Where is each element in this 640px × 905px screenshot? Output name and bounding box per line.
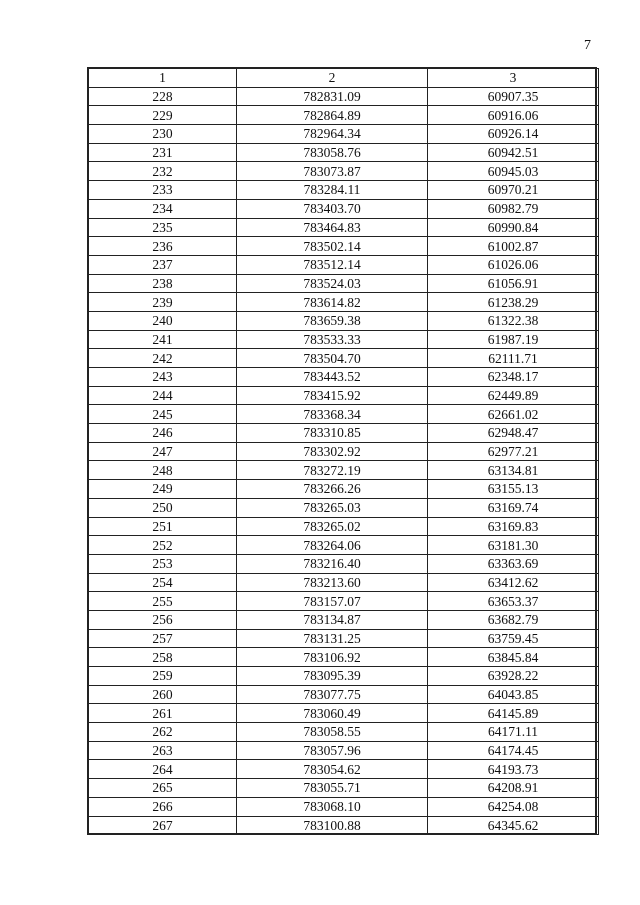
x-coordinate-cell: 783131.25 <box>237 629 428 648</box>
y-coordinate-cell: 62111.71 <box>428 349 599 368</box>
table-row <box>89 424 599 443</box>
point-number-cell: 243 <box>89 368 237 387</box>
table-row <box>89 610 599 629</box>
point-number-cell: 254 <box>89 573 237 592</box>
y-coordinate-cell: 63412.62 <box>428 573 599 592</box>
point-number-cell: 259 <box>89 667 237 686</box>
table-row <box>89 592 599 611</box>
x-coordinate-cell: 783464.83 <box>237 218 428 237</box>
y-coordinate-cell: 61056.91 <box>428 274 599 293</box>
point-number-cell: 239 <box>89 293 237 312</box>
table-row <box>89 349 599 368</box>
point-number-cell: 251 <box>89 517 237 536</box>
table-row <box>89 648 599 667</box>
y-coordinate-cell: 64345.62 <box>428 816 599 835</box>
table-row <box>89 181 599 200</box>
table-row <box>89 330 599 349</box>
table-row <box>89 87 599 106</box>
x-coordinate-cell: 783266.26 <box>237 480 428 499</box>
x-coordinate-cell: 783524.03 <box>237 274 428 293</box>
column-header-2: 2 <box>237 69 428 88</box>
table-row <box>89 405 599 424</box>
x-coordinate-cell: 782864.89 <box>237 106 428 125</box>
table-row <box>89 723 599 742</box>
point-number-cell: 266 <box>89 797 237 816</box>
point-number-cell: 247 <box>89 442 237 461</box>
x-coordinate-cell: 783055.71 <box>237 779 428 798</box>
x-coordinate-cell: 783213.60 <box>237 573 428 592</box>
column-header-1: 1 <box>89 69 237 88</box>
y-coordinate-cell: 62661.02 <box>428 405 599 424</box>
x-coordinate-cell: 783502.14 <box>237 237 428 256</box>
point-number-cell: 261 <box>89 704 237 723</box>
y-coordinate-cell: 60990.84 <box>428 218 599 237</box>
table-row <box>89 685 599 704</box>
x-coordinate-cell: 783077.75 <box>237 685 428 704</box>
table-row <box>89 368 599 387</box>
y-coordinate-cell: 62948.47 <box>428 424 599 443</box>
x-coordinate-cell: 783095.39 <box>237 667 428 686</box>
x-coordinate-cell: 783403.70 <box>237 199 428 218</box>
point-number-cell: 264 <box>89 760 237 779</box>
point-number-cell: 255 <box>89 592 237 611</box>
table-row <box>89 255 599 274</box>
x-coordinate-cell: 783100.88 <box>237 816 428 835</box>
x-coordinate-cell: 783157.07 <box>237 592 428 611</box>
table-row <box>89 797 599 816</box>
table-row <box>89 667 599 686</box>
y-coordinate-cell: 64208.91 <box>428 779 599 798</box>
y-coordinate-cell: 60945.03 <box>428 162 599 181</box>
table-row <box>89 741 599 760</box>
x-coordinate-cell: 782831.09 <box>237 87 428 106</box>
x-coordinate-cell: 783284.11 <box>237 181 428 200</box>
point-number-cell: 233 <box>89 181 237 200</box>
x-coordinate-cell: 783068.10 <box>237 797 428 816</box>
point-number-cell: 242 <box>89 349 237 368</box>
x-coordinate-cell: 783272.19 <box>237 461 428 480</box>
x-coordinate-cell: 783443.52 <box>237 368 428 387</box>
table-row <box>89 536 599 555</box>
table-row <box>89 237 599 256</box>
point-number-cell: 245 <box>89 405 237 424</box>
y-coordinate-cell: 63759.45 <box>428 629 599 648</box>
y-coordinate-cell: 60982.79 <box>428 199 599 218</box>
y-coordinate-cell: 60970.21 <box>428 181 599 200</box>
table-row <box>89 162 599 181</box>
table-row <box>89 218 599 237</box>
table-row <box>89 311 599 330</box>
y-coordinate-cell: 64254.08 <box>428 797 599 816</box>
y-coordinate-cell: 60907.35 <box>428 87 599 106</box>
table-row <box>89 442 599 461</box>
table-row <box>89 554 599 573</box>
y-coordinate-cell: 60942.51 <box>428 143 599 162</box>
point-number-cell: 244 <box>89 386 237 405</box>
point-number-cell: 238 <box>89 274 237 293</box>
y-coordinate-cell: 63682.79 <box>428 610 599 629</box>
page-number: 7 <box>584 38 591 53</box>
table-header-row <box>89 69 599 88</box>
point-number-cell: 263 <box>89 741 237 760</box>
point-number-cell: 240 <box>89 311 237 330</box>
y-coordinate-cell: 62977.21 <box>428 442 599 461</box>
y-coordinate-cell: 63134.81 <box>428 461 599 480</box>
table-row <box>89 293 599 312</box>
y-coordinate-cell: 63181.30 <box>428 536 599 555</box>
x-coordinate-cell: 783265.02 <box>237 517 428 536</box>
table-row <box>89 704 599 723</box>
point-number-cell: 228 <box>89 87 237 106</box>
y-coordinate-cell: 64174.45 <box>428 741 599 760</box>
x-coordinate-cell: 783614.82 <box>237 293 428 312</box>
point-number-cell: 265 <box>89 779 237 798</box>
table-row <box>89 779 599 798</box>
y-coordinate-cell: 63155.13 <box>428 480 599 499</box>
x-coordinate-cell: 783054.62 <box>237 760 428 779</box>
y-coordinate-cell: 63653.37 <box>428 592 599 611</box>
point-number-cell: 250 <box>89 498 237 517</box>
x-coordinate-cell: 783073.87 <box>237 162 428 181</box>
x-coordinate-cell: 783057.96 <box>237 741 428 760</box>
y-coordinate-cell: 61002.87 <box>428 237 599 256</box>
x-coordinate-cell: 783659.38 <box>237 311 428 330</box>
table-row <box>89 143 599 162</box>
x-coordinate-cell: 783533.33 <box>237 330 428 349</box>
x-coordinate-cell: 783310.85 <box>237 424 428 443</box>
point-number-cell: 235 <box>89 218 237 237</box>
y-coordinate-cell: 64193.73 <box>428 760 599 779</box>
point-number-cell: 236 <box>89 237 237 256</box>
point-number-cell: 256 <box>89 610 237 629</box>
table-row <box>89 760 599 779</box>
y-coordinate-cell: 63928.22 <box>428 667 599 686</box>
point-number-cell: 231 <box>89 143 237 162</box>
point-number-cell: 260 <box>89 685 237 704</box>
x-coordinate-cell: 783058.76 <box>237 143 428 162</box>
y-coordinate-cell: 64171.11 <box>428 723 599 742</box>
x-coordinate-cell: 783058.55 <box>237 723 428 742</box>
y-coordinate-cell: 62348.17 <box>428 368 599 387</box>
x-coordinate-cell: 783415.92 <box>237 386 428 405</box>
x-coordinate-cell: 783134.87 <box>237 610 428 629</box>
table-row <box>89 816 599 835</box>
x-coordinate-cell: 783216.40 <box>237 554 428 573</box>
y-coordinate-cell: 63169.83 <box>428 517 599 536</box>
x-coordinate-cell: 783302.92 <box>237 442 428 461</box>
y-coordinate-cell: 63845.84 <box>428 648 599 667</box>
table-row <box>89 125 599 144</box>
point-number-cell: 253 <box>89 554 237 573</box>
point-number-cell: 248 <box>89 461 237 480</box>
table-row <box>89 386 599 405</box>
table-row <box>89 498 599 517</box>
x-coordinate-cell: 783264.06 <box>237 536 428 555</box>
y-coordinate-cell: 62449.89 <box>428 386 599 405</box>
table-row <box>89 573 599 592</box>
x-coordinate-cell: 783512.14 <box>237 255 428 274</box>
table-row <box>89 629 599 648</box>
x-coordinate-cell: 783504.70 <box>237 349 428 368</box>
point-number-cell: 246 <box>89 424 237 443</box>
y-coordinate-cell: 60916.06 <box>428 106 599 125</box>
point-number-cell: 262 <box>89 723 237 742</box>
x-coordinate-cell: 782964.34 <box>237 125 428 144</box>
y-coordinate-cell: 61987.19 <box>428 330 599 349</box>
table-row <box>89 106 599 125</box>
point-number-cell: 230 <box>89 125 237 144</box>
point-number-cell: 249 <box>89 480 237 499</box>
y-coordinate-cell: 64043.85 <box>428 685 599 704</box>
column-header-3: 3 <box>428 69 599 88</box>
table-header <box>89 69 599 88</box>
x-coordinate-cell: 783060.49 <box>237 704 428 723</box>
y-coordinate-cell: 61026.06 <box>428 255 599 274</box>
y-coordinate-cell: 63169.74 <box>428 498 599 517</box>
x-coordinate-cell: 783265.03 <box>237 498 428 517</box>
table-row <box>89 274 599 293</box>
x-coordinate-cell: 783368.34 <box>237 405 428 424</box>
y-coordinate-cell: 61238.29 <box>428 293 599 312</box>
coordinates-table <box>88 68 599 835</box>
table-row <box>89 480 599 499</box>
y-coordinate-cell: 60926.14 <box>428 125 599 144</box>
table-row <box>89 517 599 536</box>
point-number-cell: 257 <box>89 629 237 648</box>
table-row <box>89 199 599 218</box>
point-number-cell: 267 <box>89 816 237 835</box>
point-number-cell: 252 <box>89 536 237 555</box>
point-number-cell: 258 <box>89 648 237 667</box>
y-coordinate-cell: 64145.89 <box>428 704 599 723</box>
x-coordinate-cell: 783106.92 <box>237 648 428 667</box>
point-number-cell: 234 <box>89 199 237 218</box>
point-number-cell: 241 <box>89 330 237 349</box>
table-row <box>89 461 599 480</box>
point-number-cell: 229 <box>89 106 237 125</box>
point-number-cell: 232 <box>89 162 237 181</box>
table-body <box>89 87 599 835</box>
y-coordinate-cell: 63363.69 <box>428 554 599 573</box>
y-coordinate-cell: 61322.38 <box>428 311 599 330</box>
point-number-cell: 237 <box>89 255 237 274</box>
